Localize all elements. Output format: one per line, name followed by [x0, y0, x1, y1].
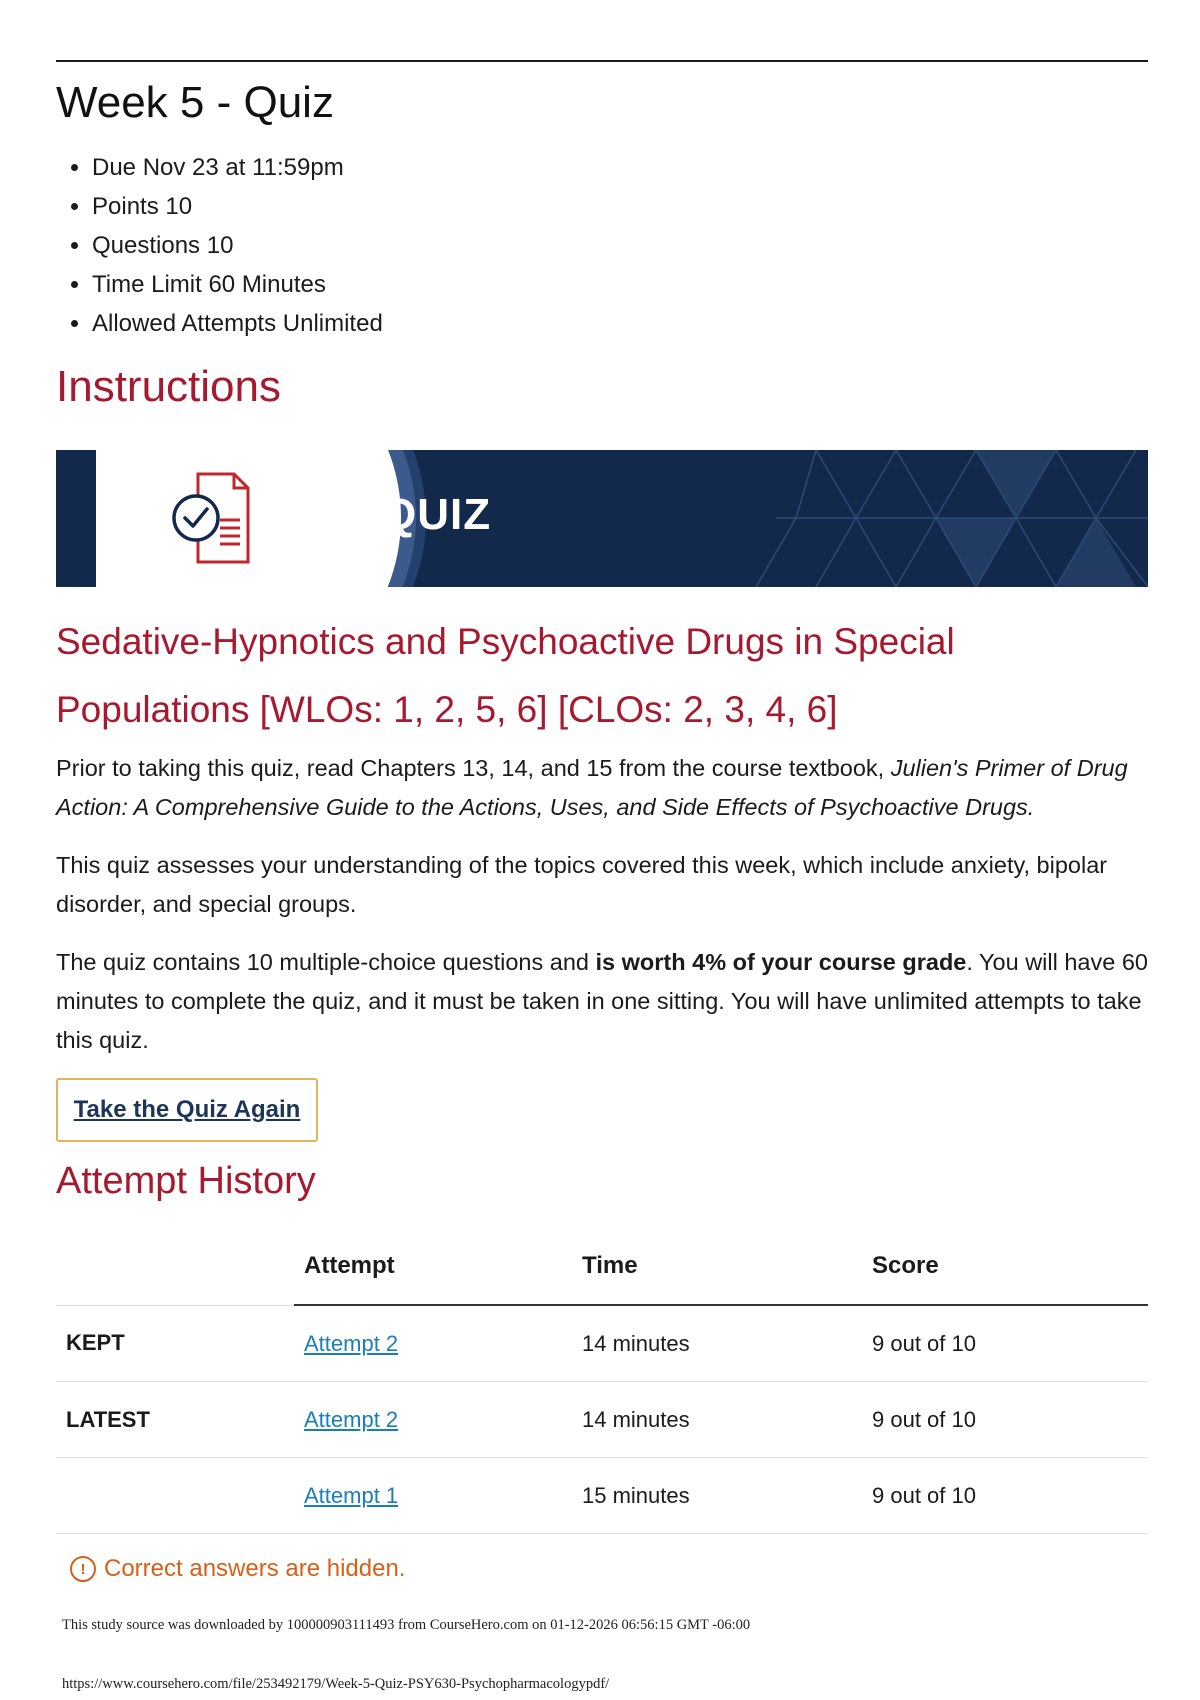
footer-url: https://www.coursehero.com/file/253492179/Week-5-Quiz-PSY630-Psychopharmacologypdf/ — [62, 1676, 610, 1692]
attempt-link[interactable]: Attempt 2 — [304, 1330, 399, 1356]
detail-due: • Due Nov 23 at 11:59pm — [92, 148, 383, 187]
table-row — [56, 1458, 1148, 1534]
detail-questions: • Questions 10 — [92, 226, 383, 265]
row-attempt — [294, 1305, 572, 1382]
header-status — [56, 1228, 294, 1305]
table-row — [56, 1305, 1148, 1382]
assessment-paragraph: This quiz assesses your understanding of the topics covered this week, which include anxiety, bipolar disorder, and special groups. — [56, 852, 1108, 917]
attempt-history-table — [56, 1228, 1148, 1534]
attempt-link[interactable]: Attempt 1 — [304, 1482, 399, 1508]
row-status — [56, 1458, 294, 1534]
quiz-document-icon — [156, 468, 256, 568]
header-time: Time — [572, 1228, 862, 1305]
row-status: LATEST — [56, 1382, 294, 1458]
top-divider — [56, 60, 1148, 62]
row-score: 9 out of 10 — [862, 1305, 1148, 1382]
quiz-info-paragraph — [56, 943, 1148, 1060]
reading-paragraph — [56, 749, 1148, 827]
row-score: 9 out of 10 — [862, 1458, 1148, 1534]
textbook-title: Julien's Primer of Drug Action: A Comprehensive Guide to the Actions, Uses, and Side Effects of Psychoactive Drugs. — [56, 755, 1128, 820]
answers-hidden-notice — [70, 1555, 405, 1583]
quiz-info-text-b: . You will have 60 minutes to complete the quiz, and it must be taken in one sitting. You will have unlimited attempts to take this quiz. — [56, 949, 1148, 1053]
row-attempt — [294, 1458, 572, 1534]
table-header-row — [56, 1228, 1148, 1305]
take-quiz-again-button[interactable]: Take the Quiz Again — [56, 1078, 318, 1142]
header-score: Score — [862, 1228, 1148, 1305]
page-title: Week 5 - Quiz — [56, 78, 334, 127]
answers-hidden-text: Correct answers are hidden. — [104, 1555, 406, 1582]
attempt-link[interactable]: Attempt 2 — [304, 1406, 399, 1432]
quiz-info-text-a: The quiz contains 10 multiple-choice questions and — [56, 949, 596, 975]
row-time: 15 minutes — [572, 1458, 862, 1534]
grade-weight: is worth 4% of your course grade — [595, 949, 967, 975]
table-row — [56, 1382, 1148, 1458]
detail-points: • Points 10 — [92, 187, 383, 226]
quiz-details-list — [56, 148, 383, 343]
row-status: KEPT — [56, 1305, 294, 1382]
quiz-banner — [56, 450, 1148, 587]
reading-text: Prior to taking this quiz, read Chapters 13, 14, and 15 from the course textbook, — [56, 755, 891, 781]
row-time: 14 minutes — [572, 1382, 862, 1458]
detail-time-limit: • Time Limit 60 Minutes — [92, 265, 383, 304]
warning-icon: ! — [70, 1556, 96, 1582]
row-time: 14 minutes — [572, 1305, 862, 1382]
attempt-history-heading: Attempt History — [56, 1160, 316, 1202]
detail-allowed-attempts: • Allowed Attempts Unlimited — [92, 304, 383, 343]
instructions-heading: Instructions — [56, 362, 281, 411]
header-attempt: Attempt — [294, 1228, 572, 1305]
row-score: 9 out of 10 — [862, 1382, 1148, 1458]
footer-source-line: This study source was downloaded by 100000903111493 from CourseHero.com on 01-12-2026 06:56:15 GMT -06:00 — [62, 1617, 751, 1633]
banner-label: QUIZ — [382, 490, 492, 539]
row-attempt — [294, 1382, 572, 1458]
topic-heading: Sedative-Hypnotics and Psychoactive Drugs in Special Populations [WLOs: 1, 2, 5, 6] [CLOs: 2, 3, 4, 6] — [56, 621, 955, 730]
